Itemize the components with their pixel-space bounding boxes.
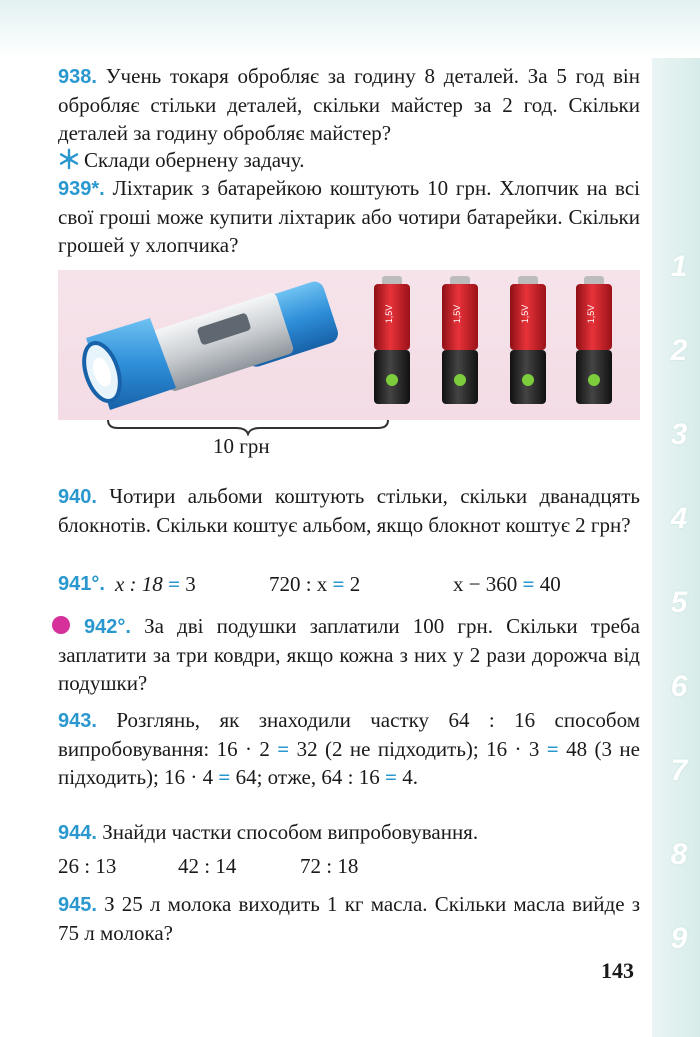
- problem-941: [58, 570, 640, 598]
- problem-938: [58, 62, 640, 147]
- equals-sign: =: [522, 572, 535, 596]
- equation-1: [115, 570, 225, 598]
- step-1-result: 32 (2 не підходить);: [296, 737, 479, 761]
- flashlight-price: 10 грн: [213, 434, 270, 458]
- side-tab-7: 7: [670, 754, 688, 787]
- problem-939: [58, 174, 640, 259]
- step-3-result: 64; отже,: [235, 765, 317, 789]
- problem-944-items: [58, 852, 358, 880]
- side-tab-9: 9: [670, 922, 688, 955]
- equation-right: 3: [185, 572, 196, 596]
- side-tab-8: 8: [670, 838, 688, 871]
- problem-text: Учень токаря обробляє за годину 8 деталей. За 5 год він обробляє стільки деталей, скільки майстер за 2 год. Скільки деталей за годину обробляє майстер?: [58, 64, 640, 145]
- equals-sign: =: [168, 572, 180, 596]
- side-tab-2: 2: [670, 334, 688, 367]
- problem-text: Ліхтарик з батарейкою коштують 10 грн. Хлопчик на всі свої гроші може купити ліхтарик або чотири батарейки. Скільки грошей у хлопчика?: [58, 176, 641, 257]
- division-item: 72 : 18: [300, 854, 359, 878]
- problem-number: 943.: [58, 710, 97, 732]
- battery-label: 1,5V: [520, 304, 530, 324]
- step-4: 64 : 16: [321, 765, 380, 789]
- equals-sign: =: [332, 572, 345, 596]
- side-tab-5: 5: [670, 586, 688, 619]
- division-item: 26 : 13: [58, 854, 117, 878]
- problem-number: 941°.: [58, 573, 105, 595]
- problem-940: [58, 482, 640, 539]
- division-item: 42 : 14: [178, 854, 237, 878]
- batteries: [374, 276, 612, 404]
- problem-number: 945.: [58, 894, 97, 916]
- equation-left: x − 360: [452, 572, 518, 596]
- side-tab-strip: [652, 58, 700, 1037]
- snowflake-icon: [58, 148, 80, 170]
- problem-number: 942°.: [84, 616, 131, 638]
- illustration-drawing: [58, 270, 640, 420]
- problem-number: 939*.: [58, 178, 105, 200]
- battery-label: 1,5V: [586, 304, 596, 324]
- top-band: [0, 0, 700, 58]
- problem-number: 944.: [58, 822, 97, 844]
- equation-2: [269, 570, 447, 598]
- equals-sign: =: [277, 737, 290, 761]
- problem-number: 938.: [58, 66, 97, 88]
- problem-number: 940.: [58, 486, 97, 508]
- step-2: 16 · 3: [486, 737, 540, 761]
- problem-text: Чотири альбоми коштують стільки, скільки дванадцять блокнотів. Скільки коштує альбом, якщо блокнот коштує 2 грн?: [58, 484, 641, 537]
- equation-left: 720 : x: [268, 572, 328, 596]
- flashlight-batteries-illustration: [58, 270, 640, 420]
- flashlight: [78, 279, 341, 410]
- side-tab-3: 3: [670, 418, 688, 451]
- problem-943: [58, 706, 640, 791]
- problem-text: З 25 л молока виходить 1 кг масла. Скільки масла вийде з 75 л молока?: [58, 892, 640, 945]
- inverse-task-text: Склади обернену задачу.: [84, 148, 305, 172]
- side-tab-1: 1: [670, 250, 688, 283]
- step-4-result: 4.: [402, 765, 418, 789]
- page-number: 143: [601, 958, 634, 983]
- problem-942: [58, 612, 640, 697]
- equals-sign: =: [546, 737, 559, 761]
- equation-right: 2: [349, 572, 361, 596]
- problem-text: Знайди частки способом випробовування.: [102, 820, 479, 844]
- problem-944: [58, 818, 640, 847]
- side-tab-4: 4: [670, 502, 688, 535]
- problem-text: За дві подушки заплатили 100 грн. Скільки треба заплатити за три ковдри, якщо кожна з них у 2 рази дорожча від подушки?: [58, 614, 640, 695]
- equals-sign: =: [218, 765, 231, 789]
- equation-3: [453, 570, 561, 598]
- equation-left: x : 18: [114, 572, 163, 596]
- problem-938-task: [58, 146, 640, 174]
- problem-intro: Розглянь, як знаходили частку 64 : 16 способом випробовування:: [58, 708, 640, 761]
- step-1: 16 · 2: [216, 737, 270, 761]
- battery-label: 1,5V: [452, 304, 462, 324]
- equation-right: 40: [539, 572, 561, 596]
- equals-sign: =: [384, 765, 397, 789]
- problem-945: [58, 890, 640, 947]
- step-3: 16 · 4: [164, 765, 214, 789]
- side-tab-6: 6: [670, 670, 688, 703]
- step-2-result: 48 (3 не підходить);: [58, 737, 640, 789]
- battery-label: 1,5V: [384, 304, 394, 324]
